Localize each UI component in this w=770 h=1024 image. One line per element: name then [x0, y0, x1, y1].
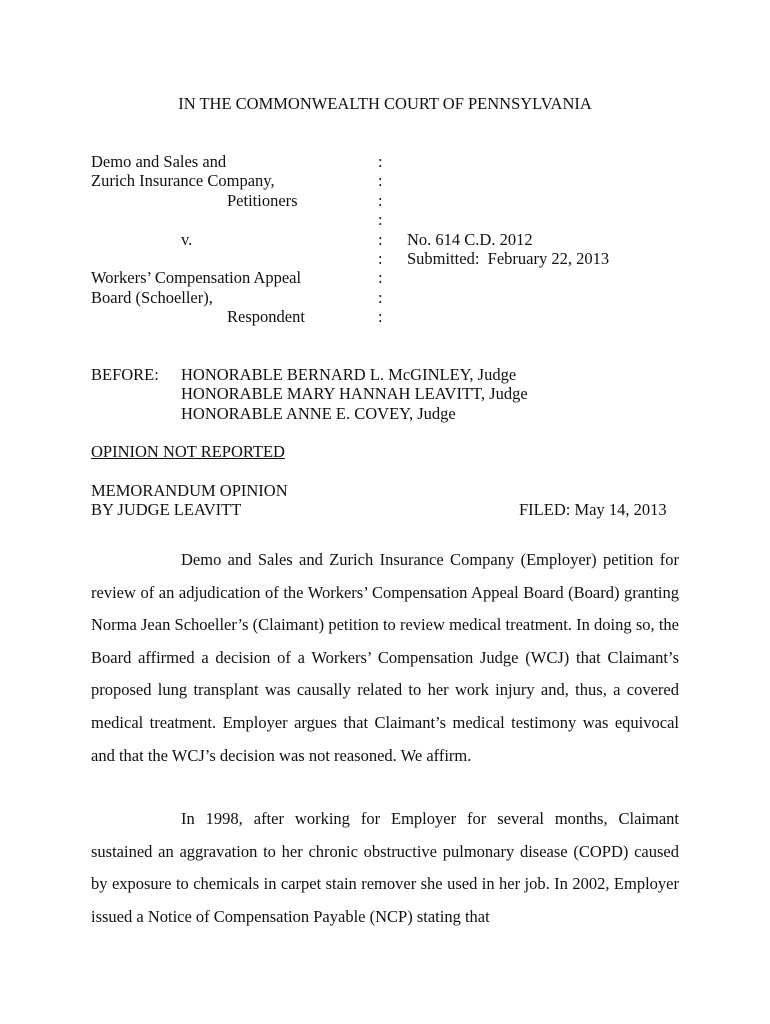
- judge-1: HONORABLE BERNARD L. McGINLEY, Judge: [181, 365, 517, 384]
- caption-colon: :: [378, 171, 383, 190]
- opinion-type: MEMORANDUM OPINION: [91, 481, 288, 500]
- respondent-line-1: Workers’ Compensation Appeal: [91, 268, 302, 287]
- versus: v.: [181, 230, 193, 249]
- caption-colon: :: [378, 268, 383, 287]
- caption-colon: :: [378, 249, 383, 268]
- judge-3: HONORABLE ANNE E. COVEY, Judge: [181, 404, 456, 423]
- docket-number: No. 614 C.D. 2012: [407, 230, 533, 249]
- petitioners-designation: Petitioners: [227, 191, 298, 210]
- opinion-status: OPINION NOT REPORTED: [91, 442, 285, 461]
- judge-2: HONORABLE MARY HANNAH LEAVITT, Judge: [181, 384, 528, 403]
- opinion-author: BY JUDGE LEAVITT: [91, 500, 242, 519]
- submitted-date: Submitted: February 22, 2013: [407, 249, 610, 268]
- opinion-paragraph-2: In 1998, after working for Employer for several months, Claimant sustained an aggravation to her chronic obstructive pulmonary disease (COPD) caused by exposure to chemicals in carpet stain remover she used in her job. In 2002, Employer issued a Notice of Compensation Payable (NCP) stating that: [91, 809, 679, 926]
- petitioner-line-1: Demo and Sales and: [91, 152, 227, 171]
- caption-colon: :: [378, 210, 383, 229]
- filed-date: FILED: May 14, 2013: [519, 500, 667, 519]
- petitioner-line-2: Zurich Insurance Company,: [91, 171, 275, 190]
- court-title: IN THE COMMONWEALTH COURT OF PENNSYLVANIA: [178, 94, 592, 113]
- respondent-line-2: Board (Schoeller),: [91, 288, 213, 307]
- opinion-paragraph-1: Demo and Sales and Zurich Insurance Company (Employer) petition for review of an adjudication of the Workers’ Compensation Appeal Board (Board) granting Norma Jean Schoeller’s (Claimant) petition to review medical treatment. In doing so, the Board affirmed a decision of a Workers’ Compensation Judge (WCJ) that Claimant’s proposed lung transplant was causally related to her work injury and, thus, a covered medical treatment. Employer argues that Claimant’s medical testimony was equivocal and that the WCJ’s decision was not reasoned. We affirm.: [91, 550, 679, 765]
- before-label: BEFORE:: [91, 365, 159, 384]
- caption-colon: :: [378, 307, 383, 326]
- caption-colon: :: [378, 230, 383, 249]
- caption-colon: :: [378, 288, 383, 307]
- caption-colon: :: [378, 152, 383, 171]
- respondent-designation: Respondent: [227, 307, 305, 326]
- caption-colon: :: [378, 191, 383, 210]
